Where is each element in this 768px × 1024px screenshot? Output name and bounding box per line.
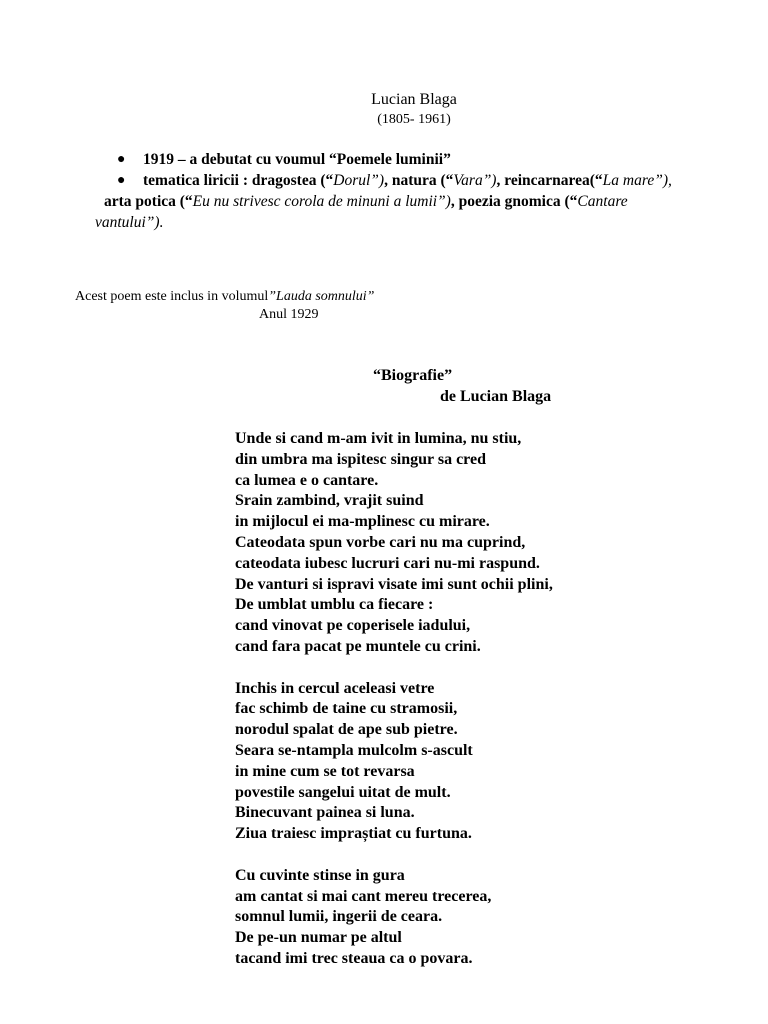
author-years: (1805- 1961): [377, 112, 451, 127]
themes-example-dorul: Dorul”): [333, 172, 385, 189]
poem-line: ca lumea e o cantare.: [235, 471, 379, 489]
bullet-themes-continued: [104, 193, 628, 211]
volume-note-text: Acest poem este inclus in volumul: [75, 289, 269, 304]
poem-line: fac schimb de taine cu stramosii,: [235, 700, 458, 718]
poem-line: am cantat si mai cant mereu trecerea,: [235, 887, 492, 905]
poem-stanza: [235, 429, 553, 658]
poem-author: de Lucian Blaga: [440, 388, 552, 405]
volume-year: Anul 1929: [259, 307, 319, 322]
poem-line: De vanturi si ispravi visate imi sunt ochii plini,: [235, 575, 553, 593]
poem-title: “Biografie”: [373, 367, 453, 384]
poem-line: cand vinovat pe coperisele iadului,: [235, 617, 471, 635]
poem-stanza: [235, 866, 553, 970]
poem-line: in mijlocul ei ma-mplinesc cu mirare.: [235, 513, 490, 531]
poem-stanza: [235, 679, 553, 845]
themes-text-2: , natura (“: [384, 172, 454, 189]
volume-note: [75, 289, 374, 305]
poem-line: somnul lumii, ingerii de ceara.: [235, 908, 443, 926]
poem-line: cateodata iubesc lucruri cari nu-mi raspund.: [235, 554, 540, 572]
poem-line: Unde si cand m-am ivit in lumina, nu stiu,: [235, 430, 522, 447]
themes-example-corola: Eu nu strivesc corola de minuni a lumii”): [192, 193, 451, 210]
themes-example-vantului: vantului”).: [95, 214, 164, 231]
themes-text-4: arta potica (“: [104, 193, 193, 210]
themes-text-3: , reincarnarea(“: [496, 172, 603, 189]
bullet-debut: [117, 151, 451, 169]
themes-text-1: tematica liricii : dragostea (“: [143, 172, 334, 189]
poem-line: Seara se-ntampla mulcolm s-ascult: [235, 741, 473, 759]
poem-line: Srain zambind, vrajit suind: [235, 492, 424, 510]
themes-example-la-mare: La mare”),: [602, 172, 672, 189]
poem-body: [235, 429, 553, 991]
themes-example-vara: Vara”): [453, 172, 497, 189]
poem-line: in mine cum se tot revarsa: [235, 762, 415, 780]
poem-line: Inchis in cercul aceleasi vetre: [235, 679, 435, 697]
poem-line: De umblat umblu ca fiecare :: [235, 596, 434, 614]
themes-example-cantare: Cantare: [577, 193, 628, 210]
poem-line: Cateodata spun vorbe cari nu ma cuprind,: [235, 533, 526, 551]
poem-line: De pe-un numar pe altul: [235, 929, 402, 947]
poem-line: Binecuvant painea si luna.: [235, 804, 415, 822]
bullet-themes-end: [95, 214, 163, 232]
poem-line: povestile sangelui uitat de mult.: [235, 783, 451, 801]
poem-line: norodul spalat de ape sub pietre.: [235, 721, 458, 739]
bullet-dot-icon: ●: [117, 152, 126, 167]
themes-text-5: , poezia gnomica (“: [450, 193, 578, 210]
bullet-dot-icon: ●: [117, 173, 126, 188]
poem-line: tacand imi trec steaua ca o povara.: [235, 949, 473, 967]
poem-line: Ziua traiesc impraștiat cu furtuna.: [235, 825, 472, 843]
poem-line: din umbra ma ispitesc singur sa cred: [235, 450, 486, 468]
bullet-themes: [117, 172, 672, 190]
poem-line: cand fara pacat pe muntele cu crini.: [235, 637, 481, 655]
bullet-debut-text: 1919 – a debutat cu voumul “Poemele luminii”: [143, 151, 451, 168]
poem-line: Cu cuvinte stinse in gura: [235, 866, 405, 884]
author-name-heading: Lucian Blaga: [371, 91, 457, 108]
volume-title: ”Lauda somnului”: [268, 289, 375, 304]
